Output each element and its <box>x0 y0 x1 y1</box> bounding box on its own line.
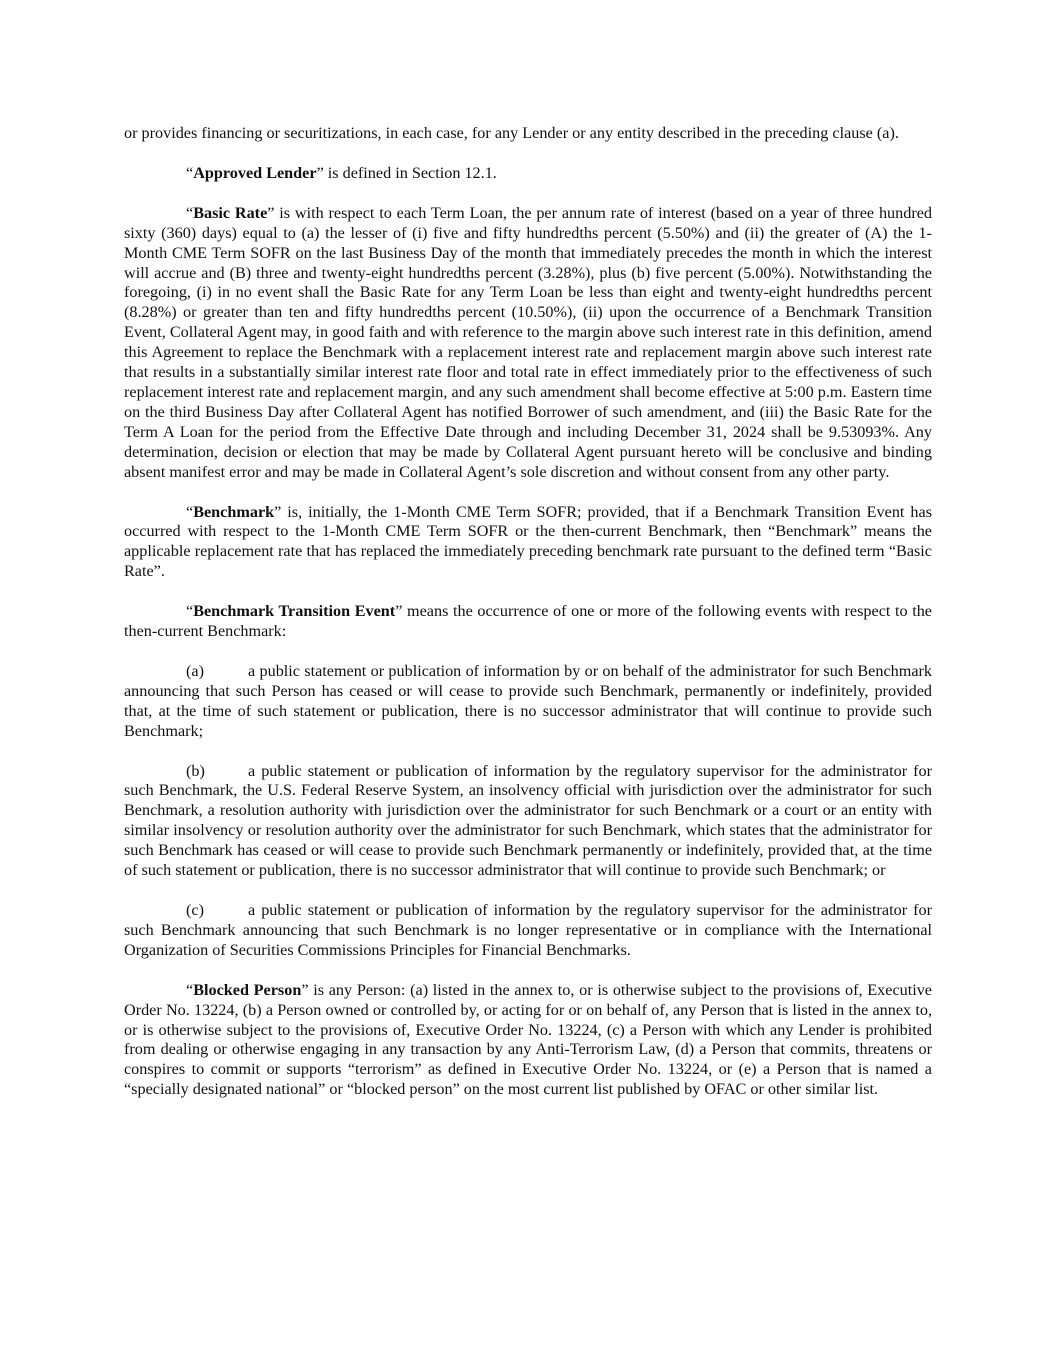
definition-text: is, initially, the 1-Month CME Term SOFR; provided, that if a Benchmark Transition Event has occurred with respect to the 1-Month CME Term SOFR or the then-current Benchmark, then “Benchmark” means the applicable replacement rate that has replaced the immediately preceding benchmark rate pursuant to the defined term “Basic Rate”. <box>124 502 932 581</box>
item-text: a public statement or publication of information by the regulatory supervisor for the administrator for such Benchmark announcing that such Benchmark is no longer representative or in compliance with the International Organization of Securities Commissions Principles for Financial Benchmarks. <box>124 901 932 959</box>
defined-term: Approved Lender <box>193 163 317 182</box>
definition-text: is with respect to each Term Loan, the per annum rate of interest (based on a year of three hundred sixty (360) days) equal to (a) the lesser of (i) five and fifty hundredths percent (5.50%) and (ii) the greater of (A) the 1-Month CME Term SOFR on the last Business Day of the month that immediately precedes the month in which the interest will accrue and (B) three and twenty-eight hundredths percent (3.28%), plus (b) five percent (5.00%). Notwithstanding the foregoing, (i) in no event shall the Basic Rate for any Term Loan be less than eight and twenty-eight hundredths percent (8.28%) or greater than ten and fifty hundredths percent (10.50%), (ii) upon the occurrence of a Benchmark Transition Event, Collateral Agent may, in good faith and with reference to the margin above such interest rate in this definition, amend this Agreement to replace the Benchmark with a replacement interest rate and replacement margin above such interest rate that results in a substantially similar interest rate floor and total rate in effect immediately prior to the effectiveness of such replacement interest rate and replacement margin, and any such amendment shall become effective at 5:00 p.m. Eastern time on the third Business Day after Collateral Agent has notified Borrower of such amendment, and (iii) the Basic Rate for the Term A Loan for the period from the Effective Date through and including December 31, 2024 shall be 9.53093%. Any determination, decision or election that may be made by Collateral Agent pursuant hereto will be conclusive and binding absent manifest error and may be made in Collateral Agent’s sole discretion and without consent from any other party. <box>124 203 932 481</box>
item-text: a public statement or publication of information by or on behalf of the administrator for such Benchmark announcing that such Person has ceased or will cease to provide such Benchmark, permanently or indefinitely, provided that, at the time of such statement or publication, there is no successor administrator that will continue to provide such Benchmark; <box>124 661 932 740</box>
item-label: (b) <box>186 761 205 780</box>
defined-term: Basic Rate <box>193 203 268 222</box>
document-page <box>124 124 932 1120</box>
definition-approved-lender: “Approved Lender” is defined in Section 12.1. <box>186 163 497 182</box>
definition-text: means the occurrence of one or more of the following events with respect to the then-current Benchmark: <box>124 602 932 641</box>
intro-paragraph: or provides financing or securitizations, in each case, for any Lender or any entity described in the preceding clause (a). <box>124 124 899 142</box>
item-text: a public statement or publication of information by the regulatory supervisor for the administrator for such Benchmark, the U.S. Federal Reserve System, an insolvency official with jurisdiction over the administrator for such Benchmark, a resolution authority with jurisdiction over the administrator for such Benchmark or a court or an entity with similar insolvency or resolution authority over the administrator for such Benchmark, which states that the administrator for such Benchmark has ceased or will cease to provide such Benchmark permanently or indefinitely, provided that, at the time of such statement or publication, there is no successor administrator that will continue to provide such Benchmark; or <box>124 761 932 880</box>
defined-term: Benchmark Transition Event <box>193 602 396 621</box>
definition-benchmark: “Benchmark” is, initially, the 1-Month CME Term SOFR; provided, that if a Benchmark Transition Event has occurred with respect to the 1-Month CME Term SOFR or the then-current Benchmark, then “Benchmark” means the applicable replacement rate that has replaced the immediately preceding benchmark rate pursuant to the defined term “Basic Rate”. <box>124 502 932 581</box>
list-item <box>124 762 932 881</box>
definition-benchmark-transition-event: “Benchmark Transition Event” means the occurrence of one or more of the following events with respect to the then-current Benchmark: <box>124 602 932 641</box>
definition-blocked-person: “Blocked Person” is any Person: (a) listed in the annex to, or is otherwise subject to the provisions of, Executive Order No. 13224, (b) a Person owned or controlled by, or acting for or on behalf of, any Person that is listed in the annex to, or is otherwise subject to the provisions of, Executive Order No. 13224, (c) a Person with which any Lender is prohibited from dealing or otherwise engaging in any transaction by any Anti-Terrorism Law, (d) a Person that commits, threatens or conspires to commit or supports “terrorism” as defined in Executive Order No. 13224, or (e) a Person that is named a “specially designated national” or “blocked person” on the most current list published by OFAC or other similar list. <box>124 980 932 1099</box>
defined-term: Benchmark <box>193 502 275 521</box>
list-item <box>124 901 932 961</box>
definition-text: is any Person: (a) listed in the annex to, or is otherwise subject to the provisions of, Executive Order No. 13224, (b) a Person owned or controlled by, or acting for or on behalf of, any Person that is listed in the annex to, or is otherwise subject to the provisions of, Executive Order No. 13224, (c) a Person with which any Lender is prohibited from dealing or otherwise engaging in any transaction by any Anti-Terrorism Law, (d) a Person that commits, threatens or conspires to commit or supports “terrorism” as defined in Executive Order No. 13224, or (e) a Person that is named a “specially designated national” or “blocked person” on the most current list published by OFAC or other similar list. <box>124 980 932 1099</box>
definition-basic-rate: “Basic Rate” is with respect to each Term Loan, the per annum rate of interest (based on a year of three hundred sixty (360) days) equal to (a) the lesser of (i) five and fifty hundredths percent (5.50%) and (ii) the greater of (A) the 1-Month CME Term SOFR on the last Business Day of the month that immediately precedes the month in which the interest will accrue and (B) three and twenty-eight hundredths percent (3.28%), plus (b) five percent (5.00%). Notwithstanding the foregoing, (i) in no event shall the Basic Rate for any Term Loan be less than eight and twenty-eight hundredths percent (8.28%) or greater than ten and fifty hundredths percent (10.50%), (ii) upon the occurrence of a Benchmark Transition Event, Collateral Agent may, in good faith and with reference to the margin above such interest rate in this definition, amend this Agreement to replace the Benchmark with a replacement interest rate and replacement margin above such interest rate that results in a substantially similar interest rate floor and total rate in effect immediately prior to the effectiveness of such replacement interest rate and replacement margin, and any such amendment shall become effective at 5:00 p.m. Eastern time on the third Business Day after Collateral Agent has notified Borrower of such amendment, and (iii) the Basic Rate for the Term A Loan for the period from the Effective Date through and including December 31, 2024 shall be 9.53093%. Any determination, decision or election that may be made by Collateral Agent pursuant hereto will be conclusive and binding absent manifest error and may be made in Collateral Agent’s sole discretion and without consent from any other party. <box>124 203 932 481</box>
item-label: (a) <box>186 661 204 680</box>
definition-text: is defined in Section 12.1. <box>323 163 497 182</box>
defined-term: Blocked Person <box>193 980 302 999</box>
item-label: (c) <box>186 901 204 919</box>
list-item <box>124 662 932 742</box>
